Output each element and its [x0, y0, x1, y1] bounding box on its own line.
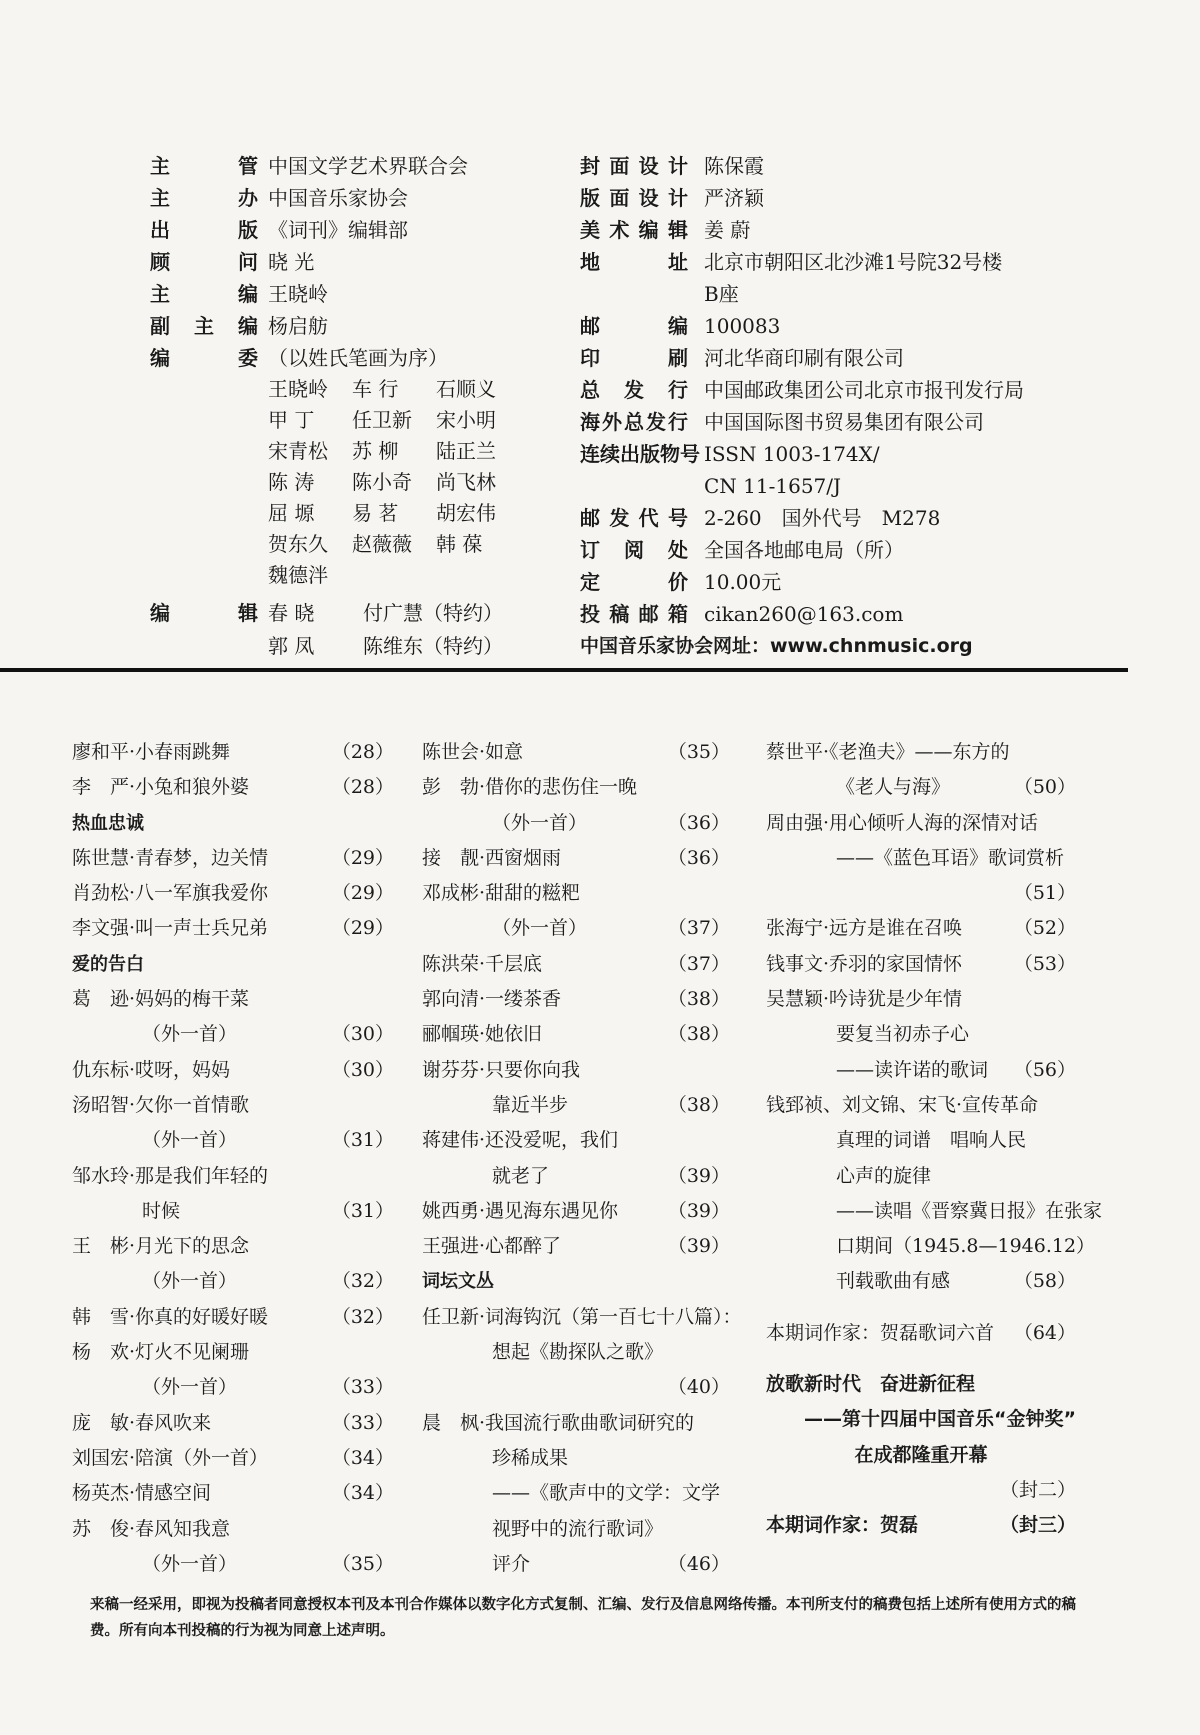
committee-member: 胡宏伟	[436, 501, 496, 525]
committee-member: 车 行	[352, 377, 399, 401]
editors-block	[150, 597, 570, 663]
toc-entry[interactable]	[72, 841, 394, 876]
website: 中国音乐家协会网址：www.chnmusic.org	[580, 635, 973, 657]
toc-entry[interactable]	[766, 1229, 1096, 1264]
toc-entry[interactable]	[72, 1476, 394, 1511]
masthead-row	[580, 246, 1100, 278]
toc-entry[interactable]	[422, 1053, 730, 1088]
toc-title: 视野中的流行歌词》	[492, 1517, 664, 1540]
masthead-label: 定 价	[580, 570, 688, 594]
toc-entry[interactable]	[422, 806, 730, 841]
toc-entry[interactable]	[72, 1017, 394, 1052]
masthead-label: 投稿邮箱	[580, 602, 688, 626]
editor-name: 郭 凤	[268, 634, 315, 658]
toc-title: 就老了	[492, 1164, 550, 1187]
committee-member: 易 茗	[352, 501, 399, 525]
masthead-row	[150, 246, 570, 278]
toc-title: 郦帼瑛·她依旧	[422, 1023, 543, 1046]
masthead-value: ISSN 1003-174X/	[704, 442, 880, 466]
toc-title: 王 彬·月光下的思念	[72, 1235, 250, 1258]
editor-name: 春 晓	[268, 601, 315, 625]
committee-row	[268, 498, 570, 529]
toc-page: （35）	[667, 741, 730, 763]
masthead-label: 邮 编	[580, 314, 688, 338]
toc-entry[interactable]	[766, 947, 1076, 982]
toc-entry[interactable]	[422, 1547, 730, 1582]
committee-row	[268, 405, 570, 436]
toc-title: 陈世会·如意	[422, 741, 524, 763]
masthead-label: 主 管	[150, 154, 258, 178]
masthead-label: 邮发代号	[580, 506, 688, 530]
committee-member: 贺东久	[268, 532, 328, 556]
masthead-label: 印 刷	[580, 346, 688, 370]
toc-title: 晨 枫·我国流行歌曲歌词研究的	[422, 1411, 695, 1434]
masthead-row	[150, 214, 570, 246]
toc-page: （29）	[331, 846, 394, 869]
toc-title: 蔡世平·《老渔夫》——东方的	[766, 741, 1010, 763]
toc-entry[interactable]	[72, 1123, 394, 1158]
toc-entry[interactable]	[422, 1194, 730, 1229]
masthead-value: 河北华商印刷有限公司	[704, 346, 904, 370]
toc-entry[interactable]	[766, 1194, 1103, 1229]
toc-title: 仇东标·哎呀，妈妈	[72, 1058, 231, 1081]
toc-title: 苏 俊·春风知我意	[72, 1517, 231, 1540]
toc-title: 接 靓·西窗烟雨	[422, 846, 562, 869]
masthead-label: 出 版	[150, 218, 258, 242]
toc-title: 陈洪荣·千层底	[422, 952, 543, 975]
masthead-row	[580, 150, 1100, 182]
toc-section-heading	[72, 947, 394, 982]
toc-title: 姚西勇·遇见海东遇见你	[422, 1199, 619, 1222]
toc-page: （56）	[1013, 1058, 1076, 1081]
masthead-value: 全国各地邮电局（所）	[704, 538, 904, 562]
toc-title: 靠近半步	[492, 1093, 569, 1116]
toc-title: （外一首）	[142, 1376, 238, 1399]
toc-entry[interactable]	[422, 735, 730, 770]
toc-entry[interactable]	[422, 982, 730, 1017]
masthead-row	[150, 278, 570, 310]
toc-page: （34）	[331, 1482, 394, 1505]
committee-member: 宋青松	[268, 439, 328, 463]
toc-page: （28）	[331, 741, 394, 763]
toc-title: ——《歌声中的文学：文学	[492, 1482, 721, 1505]
toc-title: 周由强·用心倾听人海的深情对话	[766, 811, 1039, 834]
masthead-row	[580, 598, 1100, 630]
toc-page: （58）	[1013, 1270, 1076, 1293]
committee-member: 石顺义	[436, 377, 496, 401]
toc-title: 本期词作家：贺磊歌词六首	[766, 1321, 995, 1344]
toc-entry[interactable]	[72, 1512, 394, 1547]
toc-page: （51）	[1013, 882, 1076, 905]
toc-title: 爱的告白	[72, 953, 144, 975]
masthead-row	[150, 310, 570, 342]
toc-entry[interactable]	[766, 1017, 1076, 1052]
toc-title: 杨 欢·灯火不见阑珊	[72, 1341, 250, 1364]
toc-title: （外一首）	[492, 811, 588, 834]
toc-title: 《老人与海》	[836, 776, 951, 799]
toc-title: ——读许诺的歌词	[836, 1058, 989, 1081]
masthead-value: （以姓氏笔画为序）	[268, 346, 448, 370]
committee-row	[268, 560, 570, 591]
toc-page: （封二）	[999, 1478, 1076, 1501]
toc-title: 蒋建伟·还没爱呢，我们	[422, 1129, 619, 1152]
toc-entry[interactable]	[72, 1264, 394, 1299]
toc-title: 任卫新·词海钩沉（第一百七十八篇）：	[422, 1305, 742, 1328]
toc-title: 想起《勘探队之歌》	[492, 1341, 664, 1364]
masthead-label: 顾 问	[150, 250, 258, 274]
toc-entry[interactable]	[766, 876, 1076, 911]
toc-title: 时候	[142, 1199, 181, 1222]
toc-entry[interactable]	[422, 770, 730, 805]
address-continuation: B座	[704, 282, 739, 306]
toc-entry[interactable]	[72, 1229, 394, 1264]
masthead-label: 订 阅 处	[580, 538, 688, 562]
toc-title: 邹水玲·那是我们年轻的	[72, 1164, 269, 1187]
toc-title: （外一首）	[142, 1129, 238, 1152]
masthead-label: 封面设计	[580, 154, 688, 178]
committee-member: 屈 塬	[268, 501, 315, 525]
committee-member: 陆正兰	[436, 439, 496, 463]
masthead-row	[580, 342, 1100, 374]
editorial-committee-names	[150, 374, 570, 591]
toc-title: 庞 敏·春风吹来	[72, 1411, 212, 1434]
toc-title: 心声的旋律	[836, 1164, 932, 1187]
toc-page: （29）	[331, 882, 394, 905]
toc-title: ——读唱《晋察冀日报》在张家	[836, 1199, 1103, 1222]
masthead-row	[580, 534, 1100, 566]
toc-title: 真理的词谱 唱响人民	[836, 1129, 1027, 1152]
toc-title: 李 严·小兔和狼外婆	[72, 776, 250, 799]
toc-page: （32）	[331, 1305, 394, 1328]
committee-member: 尚飞林	[436, 470, 496, 494]
toc-title: 廖和平·小春雨跳舞	[72, 741, 231, 763]
committee-member: 宋小明	[436, 408, 496, 432]
toc-entry[interactable]	[766, 735, 1076, 770]
masthead-value: 中国音乐家协会	[268, 186, 408, 210]
toc-title: 本期词作家：贺磊	[766, 1514, 919, 1537]
toc-entry[interactable]	[72, 1406, 394, 1441]
toc-entry[interactable]	[422, 1123, 730, 1158]
toc-title: 谢芬芬·只要你向我	[422, 1058, 581, 1081]
masthead-value: 陈保霞	[704, 154, 764, 178]
committee-member: 任卫新	[352, 408, 412, 432]
toc-title: 吴慧颖·吟诗犹是少年情	[766, 988, 963, 1011]
toc-entry[interactable]	[422, 1512, 730, 1547]
toc-title: 张海宁·远方是谁在召唤	[766, 917, 963, 940]
toc-page: （40）	[667, 1376, 730, 1399]
toc-page: （36）	[667, 846, 730, 869]
toc-page: （33）	[331, 1411, 394, 1434]
toc-entry[interactable]	[766, 770, 1076, 805]
toc-page: （52）	[1013, 917, 1076, 940]
masthead-row	[580, 374, 1100, 406]
committee-member: 韩 葆	[436, 532, 483, 556]
toc-title: 钱郅祯、刘文锦、宋飞·宣传革命	[766, 1093, 1039, 1116]
toc-entry[interactable]	[72, 1300, 394, 1335]
toc-page: （38）	[667, 988, 730, 1011]
committee-member: 甲 丁	[268, 408, 315, 432]
toc-entry[interactable]	[766, 1508, 1076, 1543]
toc-title: 评介	[492, 1552, 531, 1575]
toc-page: （35）	[331, 1552, 394, 1575]
toc-entry[interactable]	[422, 1229, 730, 1264]
masthead-row	[580, 566, 1100, 598]
toc-page: （33）	[331, 1376, 394, 1399]
headline-sub: ——第十四届中国音乐“金钟奖”	[804, 1408, 1076, 1431]
toc-title: ——《蓝色耳语》歌词赏析	[836, 846, 1065, 869]
toc-entry[interactable]	[766, 1053, 1076, 1088]
toc-page: （37）	[667, 952, 730, 975]
toc-page: （50）	[1013, 776, 1076, 799]
toc-entry[interactable]	[72, 1547, 394, 1582]
toc-entry[interactable]	[422, 876, 730, 911]
toc-entry[interactable]	[72, 982, 394, 1017]
toc-column-3	[766, 735, 1103, 1544]
toc-entry[interactable]	[72, 911, 394, 946]
toc-entry[interactable]	[422, 1476, 730, 1511]
toc-title: 珍稀成果	[492, 1446, 569, 1469]
toc-title: （外一首）	[142, 1552, 238, 1575]
toc-entry[interactable]	[766, 911, 1076, 946]
committee-row	[268, 467, 570, 498]
masthead-row	[150, 150, 570, 182]
toc-column-2	[422, 735, 742, 1582]
toc-page: （31）	[331, 1199, 394, 1222]
toc-entry[interactable]	[72, 1194, 394, 1229]
masthead-row	[580, 406, 1100, 438]
masthead	[0, 0, 1200, 668]
editor-name: 付广慧（特约）	[363, 601, 503, 625]
committee-member: 魏德泮	[268, 563, 328, 587]
masthead-value: 杨启舫	[268, 314, 328, 338]
toc-entry[interactable]	[422, 1441, 730, 1476]
masthead-row	[580, 182, 1100, 214]
masthead-label: 主 办	[150, 186, 258, 210]
masthead-label: 总 发 行	[580, 378, 688, 402]
toc-page: （32）	[331, 1270, 394, 1293]
committee-member: 陈小奇	[352, 470, 412, 494]
masthead-label: 主 编	[150, 282, 258, 306]
toc-entry[interactable]	[766, 841, 1076, 876]
toc-title: 口期间（1945.8—1946.12）	[836, 1235, 1096, 1258]
committee-row	[268, 529, 570, 560]
masthead-value: 王晓岭	[268, 282, 328, 306]
toc-entry[interactable]	[72, 770, 394, 805]
masthead-right-column	[580, 150, 1100, 662]
toc-title: 李文强·叫一声士兵兄弟	[72, 917, 269, 940]
toc-title: （外一首）	[142, 1270, 238, 1293]
masthead-row	[580, 214, 1100, 246]
masthead-row	[150, 182, 570, 214]
toc-section-heading	[422, 1264, 730, 1299]
toc-title: （外一首）	[142, 1023, 238, 1046]
toc-entry[interactable]	[422, 1088, 730, 1123]
toc-entry[interactable]	[72, 1053, 394, 1088]
masthead-left-column	[150, 150, 570, 663]
copyright-notice: 来稿一经采用，即视为投稿者同意授权本刊及本刊合作媒体以数字化方式复制、汇编、发行及信息网络传播。本刊所支付的稿费包括上述所有使用方式的稿费。所有向本刊投稿的行为视为同意上述声明。	[90, 1597, 1076, 1639]
toc-title: 刘国宏·陪演（外一首）	[72, 1446, 269, 1469]
toc-entry[interactable]	[72, 735, 394, 770]
toc-entry[interactable]	[766, 1088, 1076, 1123]
headline[interactable]: 放歌新时代 奋进新征程	[766, 1373, 976, 1396]
masthead-label: 版面设计	[580, 186, 688, 210]
masthead-label: 副主编	[150, 314, 258, 338]
toc-title: 词坛文丛	[422, 1271, 494, 1293]
masthead-label: 海外总发行	[580, 410, 688, 434]
toc-entry[interactable]	[766, 1264, 1076, 1299]
toc-entry[interactable]	[422, 947, 730, 982]
toc-entry[interactable]	[422, 911, 730, 946]
toc-title: （外一首）	[492, 917, 588, 940]
toc-entry[interactable]	[422, 1300, 742, 1335]
toc-page: （36）	[667, 811, 730, 834]
toc-entry[interactable]	[766, 806, 1076, 841]
toc-entry[interactable]	[72, 1088, 394, 1123]
toc-page: （38）	[667, 1023, 730, 1046]
toc-title: 彭 勃·借你的悲伤住一晚	[422, 776, 638, 799]
toc-title: 钱事文·乔羽的家国情怀	[766, 952, 963, 975]
toc-page: （28）	[331, 776, 394, 799]
toc-entry[interactable]	[72, 1441, 394, 1476]
cn-number: CN 11-1657/J	[704, 474, 842, 498]
toc-title: 韩 雪·你真的好暖好暖	[72, 1305, 269, 1328]
masthead-label: 连续出版物号	[580, 442, 700, 466]
toc-entry[interactable]	[422, 1406, 730, 1441]
toc-page: （封三）	[999, 1514, 1076, 1537]
toc-title: 汤昭智·欠你一首情歌	[72, 1093, 250, 1116]
toc-page: （30）	[331, 1058, 394, 1081]
toc-page: （53）	[1013, 952, 1076, 975]
masthead-row	[580, 438, 1100, 470]
masthead-value: 严济颖	[704, 186, 764, 210]
toc-entry[interactable]	[72, 1335, 394, 1370]
masthead-value: 100083	[704, 314, 781, 338]
toc-entry[interactable]	[766, 1316, 1076, 1351]
toc-entry[interactable]	[72, 1159, 394, 1194]
committee-member	[436, 560, 520, 591]
divider-rule	[0, 668, 1128, 672]
committee-row	[268, 436, 570, 467]
toc-section-heading	[72, 806, 394, 841]
toc-page: （38）	[667, 1093, 730, 1116]
toc-entry[interactable]	[422, 1370, 730, 1405]
masthead-value: 晓 光	[268, 250, 315, 274]
toc-column-1	[72, 735, 394, 1582]
masthead-value: 中国国际图书贸易集团有限公司	[704, 410, 984, 434]
toc-page: （31）	[331, 1129, 394, 1152]
committee-member	[352, 560, 436, 591]
toc-entry[interactable]	[422, 1017, 730, 1052]
committee-row	[268, 374, 570, 405]
toc-page: （37）	[667, 917, 730, 940]
toc-entry[interactable]	[422, 841, 730, 876]
toc-title: 刊载歌曲有感	[836, 1270, 951, 1293]
editor-name: 陈维东（特约）	[363, 634, 503, 658]
masthead-label: 地 址	[580, 250, 688, 274]
toc-page: （30）	[331, 1023, 394, 1046]
toc-title: 陈世慧·青春梦，边关情	[72, 846, 269, 869]
toc-entry[interactable]	[766, 1123, 1076, 1158]
masthead-row	[580, 310, 1100, 342]
masthead-value: 2-260 国外代号 M278	[704, 506, 941, 530]
toc-entry[interactable]	[766, 982, 1076, 1017]
committee-member: 王晓岭	[268, 377, 328, 401]
masthead-value: 中国文学艺术界联合会	[268, 154, 468, 178]
toc-title: 王强进·心都醉了	[422, 1235, 562, 1258]
masthead-label: 编 委	[150, 346, 258, 370]
toc-page: （29）	[331, 917, 394, 940]
toc-entry[interactable]	[422, 1159, 730, 1194]
toc-page: （46）	[667, 1552, 730, 1575]
toc-title: 邓成彬·甜甜的糍粑	[422, 882, 581, 905]
masthead-label: 美术编辑	[580, 218, 688, 242]
toc-page: （64）	[1013, 1321, 1076, 1344]
toc-entry[interactable]	[766, 1159, 1076, 1194]
committee-member: 赵薇薇	[352, 532, 412, 556]
toc-entry[interactable]	[72, 876, 394, 911]
committee-member: 苏 柳	[352, 439, 399, 463]
toc-title: 肖劲松·八一军旗我爱你	[72, 882, 269, 905]
toc-title: 杨英杰·情感空间	[72, 1482, 212, 1505]
toc-page: （39）	[667, 1199, 730, 1222]
masthead-value: 10.00元	[704, 570, 782, 594]
masthead-row	[150, 342, 570, 374]
toc-entry[interactable]	[72, 1370, 394, 1405]
masthead-value: 北京市朝阳区北沙滩1号院32号楼	[704, 250, 1003, 274]
toc-page: （34）	[331, 1446, 394, 1469]
toc-title: 葛 逊·妈妈的梅干菜	[72, 988, 250, 1011]
toc-title: 热血忠诚	[72, 812, 144, 834]
toc-title: 要复当初赤子心	[836, 1023, 970, 1046]
committee-member: 陈 涛	[268, 470, 315, 494]
masthead-value: cikan260@163.com	[704, 602, 904, 626]
toc-page: （39）	[667, 1235, 730, 1258]
toc-page: （39）	[667, 1164, 730, 1187]
masthead-row	[580, 502, 1100, 534]
headline-sub: 在成都隆重开幕	[854, 1443, 988, 1466]
toc-title: 郭向清·一缕茶香	[422, 988, 562, 1011]
masthead-value: 姜 蔚	[704, 218, 751, 242]
masthead-value: 中国邮政集团公司北京市报刊发行局	[704, 378, 1024, 402]
toc-entry[interactable]	[422, 1335, 730, 1370]
editors-label: 编 辑	[150, 601, 258, 625]
masthead-value: 《词刊》编辑部	[268, 218, 408, 242]
